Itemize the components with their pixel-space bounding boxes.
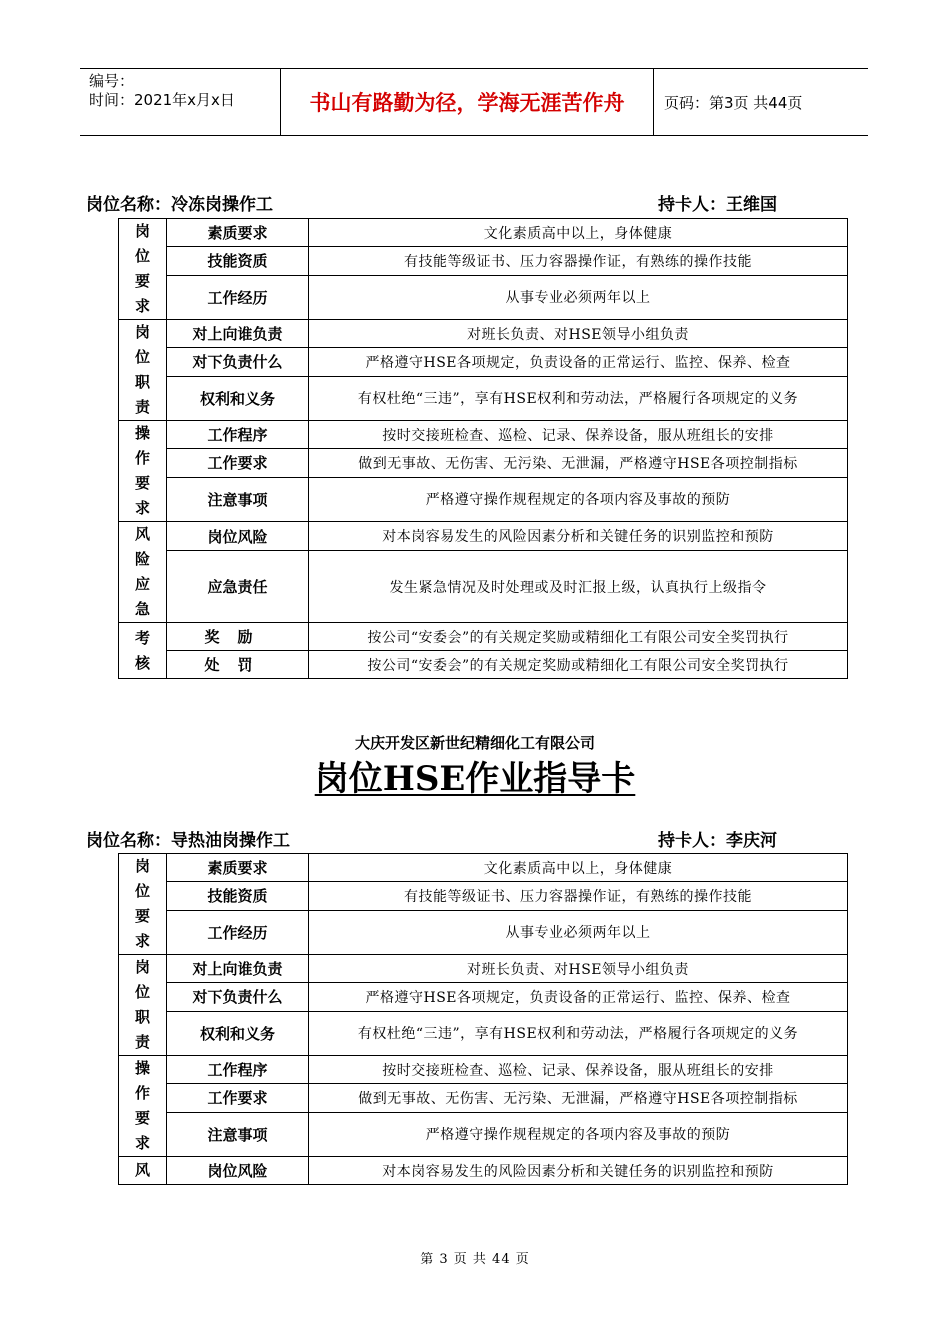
row-value: 从事专业必须两年以上	[309, 275, 848, 319]
row-label: 权利和义务	[167, 1011, 309, 1055]
row-label: 处罚	[167, 651, 309, 679]
row-label: 工作程序	[167, 1056, 309, 1084]
row-label: 岗位风险	[167, 522, 309, 551]
table-row	[119, 910, 848, 954]
row-label: 权利和义务	[167, 376, 309, 420]
category-cell	[119, 1056, 167, 1157]
row-label: 技能资质	[167, 882, 309, 910]
category-char: 岗	[134, 958, 150, 976]
row-label: 对上向谁负责	[167, 955, 309, 983]
table-row	[119, 551, 848, 623]
row-label: 对下负责什么	[167, 983, 309, 1011]
row-value: 对本岗容易发生的风险因素分析和关键任务的识别监控和预防	[309, 1157, 848, 1185]
row-value: 按时交接班检查、巡检、记录、保养设备，服从班组长的安排	[309, 1056, 848, 1084]
row-label: 素质要求	[167, 219, 309, 247]
row-label: 工作要求	[167, 1084, 309, 1112]
row-value: 按公司“安委会”的有关规定奖励或精细化工有限公司安全奖罚执行	[309, 651, 848, 679]
table-row	[119, 854, 848, 882]
table-row	[119, 1157, 848, 1185]
table-row	[119, 247, 848, 275]
category-char: 要	[134, 1109, 150, 1127]
category-char: 核	[134, 653, 150, 672]
table-row	[119, 477, 848, 521]
card2-holder: 持卡人：李庆河	[658, 831, 777, 851]
category-char: 求	[134, 1134, 150, 1152]
table-row	[119, 348, 848, 376]
table-row	[119, 623, 848, 651]
category-char: 要	[134, 907, 150, 925]
row-label: 奖励	[167, 623, 309, 651]
category-char: 责	[134, 1033, 150, 1051]
document-title-text: 岗位HSE作业指导卡	[314, 759, 636, 799]
category-char: 要	[134, 272, 150, 290]
row-value: 严格遵守操作规程规定的各项内容及事故的预防	[309, 477, 848, 521]
table-row	[119, 275, 848, 319]
table-row	[119, 1056, 848, 1084]
time-label: 时间：2021年x月x日	[89, 91, 235, 109]
page-footer: 第 3 页 共 44 页	[420, 1252, 530, 1267]
category-char: 作	[134, 449, 150, 467]
row-value: 按时交接班检查、巡检、记录、保养设备，服从班组长的安排	[309, 421, 848, 449]
table-row	[119, 522, 848, 551]
table-row	[119, 1011, 848, 1055]
row-label: 注意事项	[167, 1112, 309, 1156]
card1-holder: 持卡人：王维国	[658, 195, 777, 215]
row-label: 工作程序	[167, 421, 309, 449]
card2-table	[118, 853, 848, 1185]
table-row	[119, 955, 848, 983]
table-row	[119, 983, 848, 1011]
row-value: 有权杜绝“三违”，享有HSE权利和劳动法，严格履行各项规定的义务	[309, 376, 848, 420]
category-cell	[119, 320, 167, 421]
row-label: 技能资质	[167, 247, 309, 275]
row-value: 对本岗容易发生的风险因素分析和关键任务的识别监控和预防	[309, 522, 848, 551]
row-value: 有权杜绝“三违”，享有HSE权利和劳动法，严格履行各项规定的义务	[309, 1011, 848, 1055]
document-title	[0, 756, 950, 802]
category-char: 位	[134, 348, 150, 366]
category-cell	[119, 522, 167, 623]
row-label: 工作经历	[167, 910, 309, 954]
category-char: 急	[134, 600, 150, 618]
category-char: 求	[134, 297, 150, 315]
row-value: 从事专业必须两年以上	[309, 910, 848, 954]
category-char: 风	[134, 525, 150, 543]
row-value: 文化素质高中以上，身体健康	[309, 219, 848, 247]
row-value: 按公司“安委会”的有关规定奖励或精细化工有限公司安全奖罚执行	[309, 623, 848, 651]
category-cell	[119, 1157, 167, 1185]
row-value: 严格遵守操作规程规定的各项内容及事故的预防	[309, 1112, 848, 1156]
card2-position-name: 岗位名称：导热油岗操作工	[86, 831, 290, 851]
table-row	[119, 376, 848, 420]
category-cell	[119, 623, 167, 679]
category-char: 责	[134, 398, 150, 416]
category-char: 位	[134, 882, 150, 900]
row-label: 应急责任	[167, 551, 309, 623]
category-char: 位	[134, 983, 150, 1001]
card2-title-line	[86, 830, 806, 852]
card1-title-line	[86, 194, 806, 216]
header-meta	[80, 69, 281, 135]
table-row	[119, 219, 848, 247]
table-row	[119, 1112, 848, 1156]
category-cell	[119, 955, 167, 1056]
page-label: 页码：第3页 共44页	[664, 93, 803, 112]
card1-position-name: 岗位名称：冷冻岗操作工	[86, 195, 273, 215]
table-row	[119, 882, 848, 910]
row-value: 做到无事故、无伤害、无污染、无泄漏，严格遵守HSE各项控制指标	[309, 1084, 848, 1112]
motto: 书山有路勤为径，学海无涯苦作舟	[281, 69, 654, 135]
category-cell	[119, 421, 167, 522]
row-label: 素质要求	[167, 854, 309, 882]
category-char: 职	[134, 1008, 150, 1026]
row-label: 对下负责什么	[167, 348, 309, 376]
category-char: 岗	[134, 857, 150, 875]
row-label: 岗位风险	[167, 1157, 309, 1185]
page-header	[80, 68, 868, 136]
category-char: 岗	[134, 323, 150, 341]
row-label: 对上向谁负责	[167, 320, 309, 348]
category-char: 操	[134, 424, 150, 442]
row-value: 有技能等级证书、压力容器操作证，有熟练的操作技能	[309, 247, 848, 275]
table-row	[119, 421, 848, 449]
category-char: 求	[134, 932, 150, 950]
category-char: 岗	[134, 222, 150, 240]
row-label: 工作要求	[167, 449, 309, 477]
row-label: 工作经历	[167, 275, 309, 319]
category-char: 险	[134, 550, 150, 568]
row-value: 文化素质高中以上，身体健康	[309, 854, 848, 882]
row-value: 做到无事故、无伤害、无污染、无泄漏，严格遵守HSE各项控制指标	[309, 449, 848, 477]
category-char: 要	[134, 474, 150, 492]
category-char: 应	[134, 575, 150, 593]
category-char: 考	[134, 628, 150, 647]
row-value: 有技能等级证书、压力容器操作证，有熟练的操作技能	[309, 882, 848, 910]
serial-label: 编号：	[89, 72, 135, 90]
category-char: 风	[134, 1161, 150, 1179]
table-row	[119, 1084, 848, 1112]
row-value: 严格遵守HSE各项规定，负责设备的正常运行、监控、保养、检查	[309, 983, 848, 1011]
category-char: 求	[134, 499, 150, 517]
table-row	[119, 651, 848, 679]
row-value: 对班长负责、对HSE领导小组负责	[309, 955, 848, 983]
category-char: 操	[134, 1059, 150, 1077]
category-cell	[119, 854, 167, 955]
row-value: 对班长负责、对HSE领导小组负责	[309, 320, 848, 348]
row-value: 发生紧急情况及时处理或及时汇报上级，认真执行上级指令	[309, 551, 848, 623]
company-name: 大庆开发区新世纪精细化工有限公司	[354, 734, 595, 752]
table-row	[119, 320, 848, 348]
row-label: 注意事项	[167, 477, 309, 521]
card1-table	[118, 218, 848, 679]
category-char: 职	[134, 373, 150, 391]
category-char: 位	[134, 247, 150, 265]
table-row	[119, 449, 848, 477]
row-value: 严格遵守HSE各项规定，负责设备的正常运行、监控、保养、检查	[309, 348, 848, 376]
category-cell	[119, 219, 167, 320]
category-char: 作	[134, 1084, 150, 1102]
